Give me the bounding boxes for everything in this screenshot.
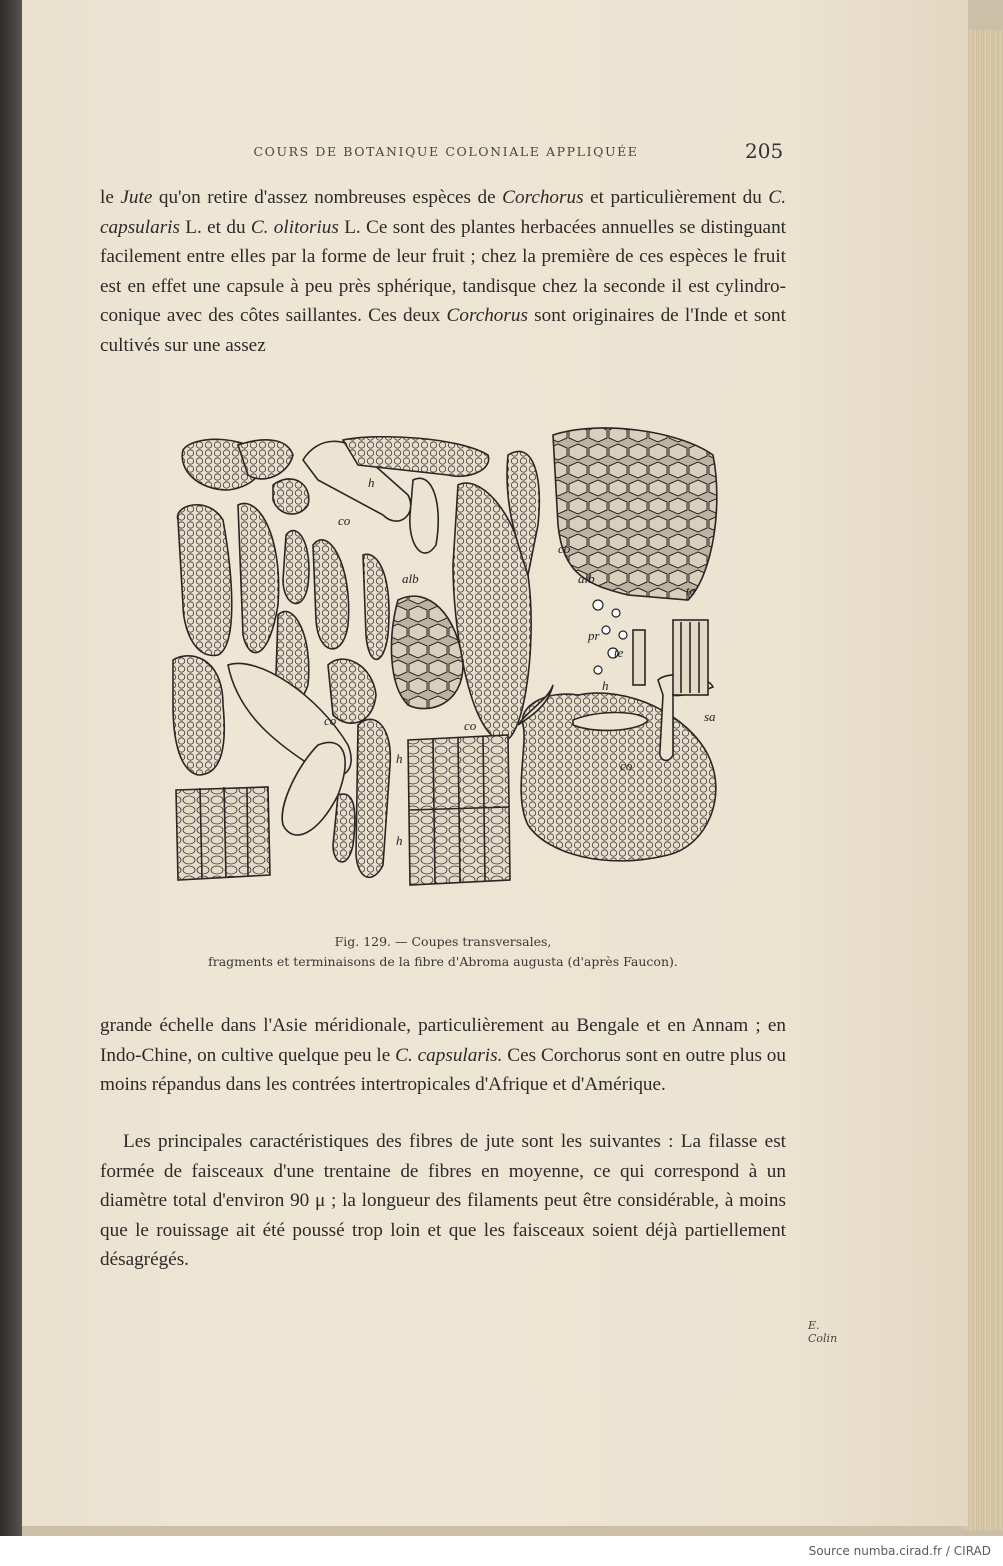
label-co: co	[324, 713, 337, 728]
figure-caption	[100, 932, 786, 972]
label-co: co	[464, 718, 477, 733]
caption-line-2: fragments et terminaisons de la fibre d'Abroma augusta (d'après Faucon).	[208, 954, 678, 969]
label-alb: alb	[578, 571, 595, 586]
label-h: h	[396, 751, 403, 766]
fiber-sections-drawing	[168, 425, 733, 925]
label-h: h	[368, 475, 375, 490]
label-te: te	[686, 583, 696, 598]
running-head: COURS DE BOTANIQUE COLONIALE APPLIQUÉE	[253, 144, 639, 159]
page-number: 205	[745, 139, 784, 163]
label-co: co	[558, 541, 571, 556]
book-cover-edge	[0, 0, 22, 1536]
label-alb: alb	[402, 571, 419, 586]
paragraph-2: grande échelle dans l'Asie méridionale, particulièrement au Bengale et en Annam ; en Indo-Chine, on cultive quelque peu le C. capsularis. Ces Corchorus sont en outre plus ou moins répandus dans les contrées intertropicales d'Afrique et d'Amérique.	[100, 1015, 786, 1095]
label-co: co	[620, 758, 633, 773]
label-co: co	[338, 513, 351, 528]
caption-line-1: Fig. 129. — Coupes transversales,	[334, 934, 552, 949]
paragraph-3: Les principales caractéristiques des fibres de jute sont les suivantes : La filasse est formée de faisceaux d'une trentaine de fibres en moyenne, ce qui correspond à un diamètre total d'environ 90 μ ; la longueur des filaments peut être considérable, à moins que le rouissage ait été poussé trop loin et que les faisceaux soient déjà partiellement désagrégés.	[100, 1131, 786, 1270]
label-h: h	[602, 678, 609, 693]
illustrator-signature: E. Colin	[808, 1319, 838, 1345]
label-te: te	[614, 645, 624, 660]
label-sa: sa	[704, 709, 716, 724]
page-stack-edge	[962, 30, 1003, 1530]
label-pr: pr	[588, 628, 600, 643]
fiber-fragments	[173, 428, 717, 885]
source-footer: Source numba.cirad.fr / CIRAD	[808, 1544, 991, 1558]
label-h: h	[396, 833, 403, 848]
paragraph-1: le Jute qu'on retire d'assez nombreuses espèces de Corchorus et particulièrement du C. capsularis L. et du C. olitorius L. Ce sont des plantes herbacées annuelles se distinguant facilement entre elles par la forme de leur fruit ; chez la première de ces espèces le fruit est en effet une capsule à peu près sphérique, tandisque chez la seconde il est cylindro-conique avec des côtes saillantes. Ces deux Corchorus sont originaires de l'Inde et sont cultivés sur une assez	[100, 187, 786, 356]
